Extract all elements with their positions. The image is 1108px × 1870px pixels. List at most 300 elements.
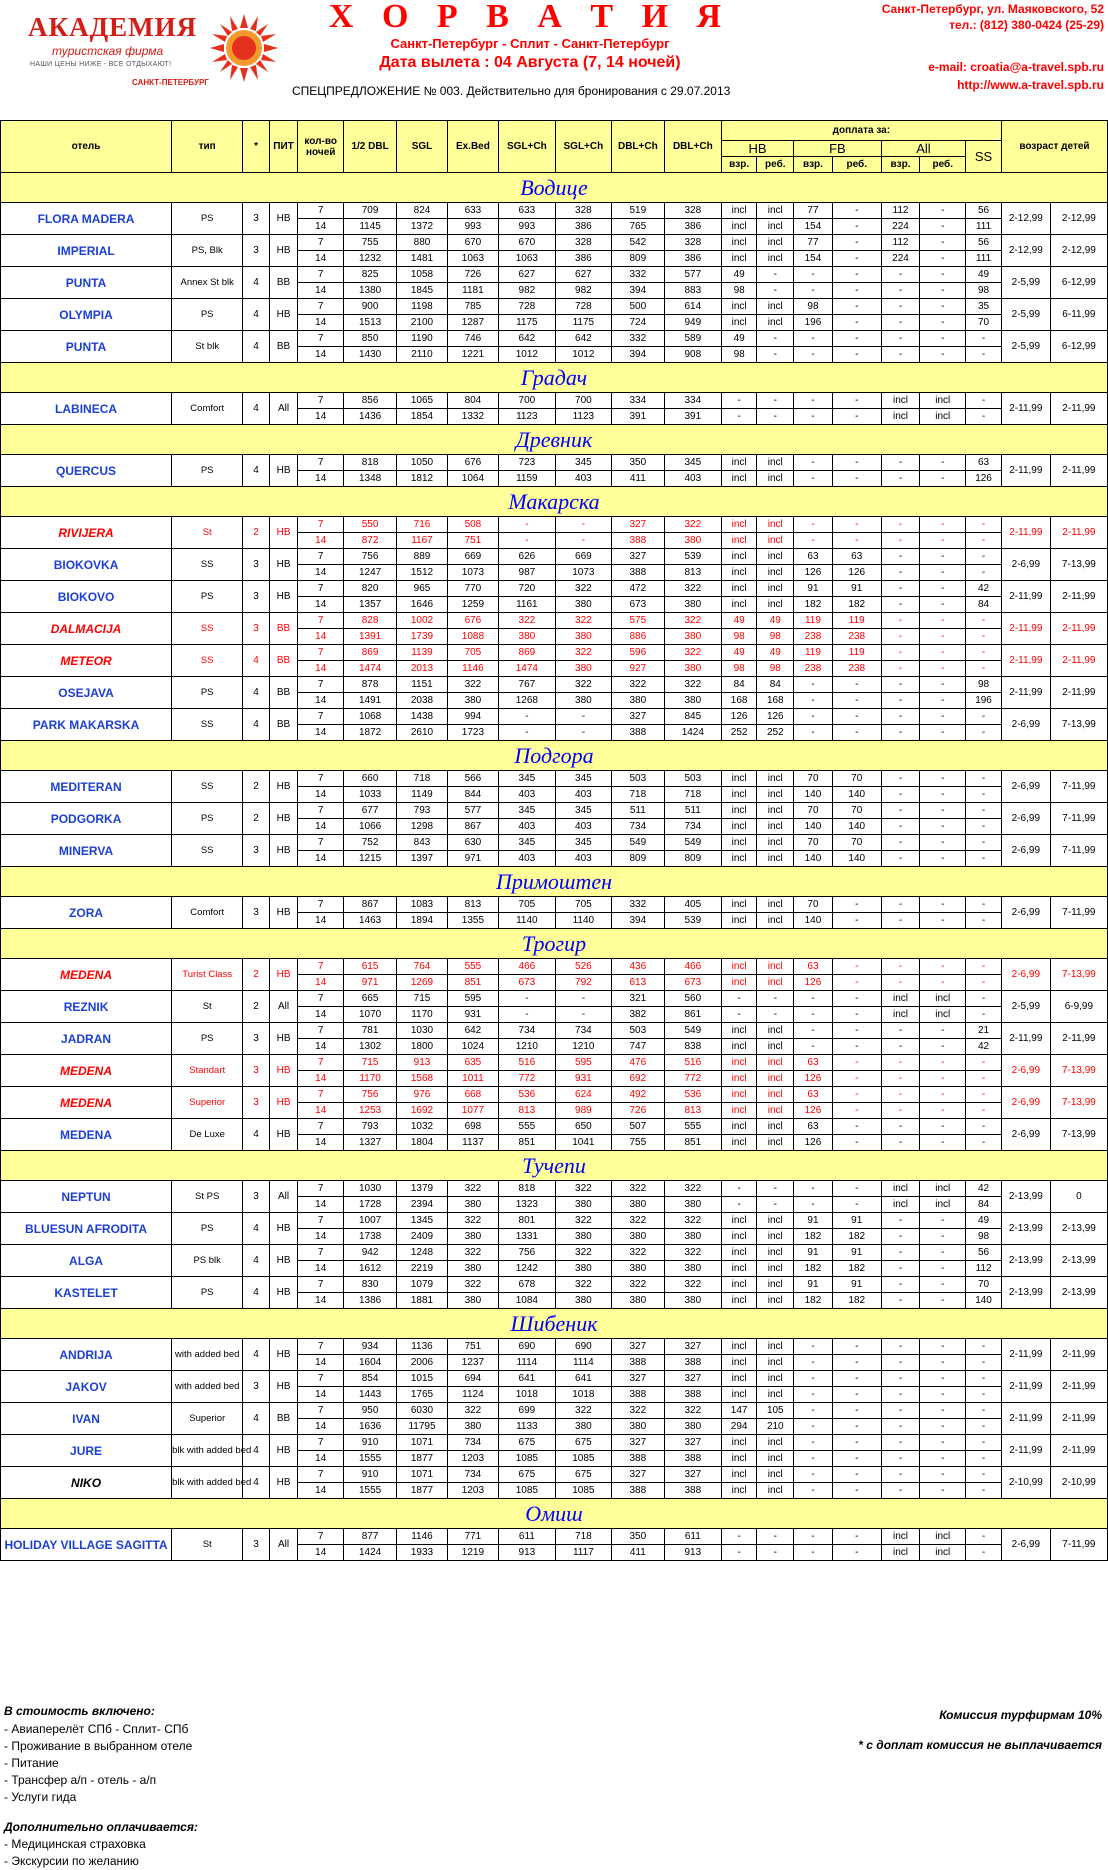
hotel-name[interactable]: PODGORKA [1,803,172,835]
cell-ss: 111 [966,251,1002,267]
hotel-name[interactable]: ANDRIJA [1,1339,172,1371]
hotel-name[interactable]: MEDENA [1,1087,172,1119]
cell-nights: 7 [298,517,344,533]
table-row [1,991,1108,1007]
cell-fb-adult: 70 [794,771,833,787]
cell-sglch-2: 931 [555,1071,611,1087]
included-list [4,1721,192,1806]
stars-cell: 4 [243,677,269,709]
hotel-name[interactable]: BIOKOVO [1,581,172,613]
price-table [0,120,1108,1561]
cell-ss: - [966,1119,1002,1135]
cell-dbl-half: 910 [344,1435,397,1451]
cell-fb-child: - [832,517,881,533]
cell-all-adult: - [881,1119,920,1135]
cell-hb-adult: incl [721,851,757,867]
city-row [1,1151,1108,1181]
cell-fb-child: - [832,1419,881,1435]
meal-cell: BB [269,613,298,645]
cell-hb-adult: incl [721,771,757,787]
table-row [1,645,1108,661]
hotel-name[interactable]: FLORA MADERA [1,203,172,235]
city-row [1,425,1108,455]
child-age-1: 2-6,99 [1001,549,1050,581]
cell-fb-adult: - [794,709,833,725]
cell-sglch-2: 322 [555,581,611,597]
cell-ss: - [966,1529,1002,1545]
cell-ss: - [966,533,1002,549]
cell-ss: - [966,1403,1002,1419]
cell-nights: 7 [298,1023,344,1039]
cell-hb-child: incl [757,1435,794,1451]
cell-dblch-2: 345 [664,455,721,471]
cell-sglch-1: 345 [498,803,555,819]
cell-all-adult: incl [881,1197,920,1213]
cell-all-adult: - [881,471,920,487]
hotel-name[interactable]: KASTELET [1,1277,172,1309]
cell-hb-child: - [757,991,794,1007]
table-row [1,393,1108,409]
cell-fb-child: - [832,251,881,267]
cell-dblch-2: 560 [664,991,721,1007]
cell-dbl-half: 660 [344,771,397,787]
cell-sgl: 2038 [397,693,448,709]
cell-nights: 7 [298,1055,344,1071]
cell-nights: 14 [298,1355,344,1371]
child-age-2: 6-11,99 [1050,299,1107,331]
cell-fb-adult: 182 [794,597,833,613]
child-age-2: 2-11,99 [1050,455,1107,487]
cell-fb-child: - [832,1007,881,1023]
cell-fb-adult: - [794,1387,833,1403]
cell-sglch-1: 734 [498,1023,555,1039]
room-type: PS [172,299,243,331]
hotel-name[interactable]: NIKO [1,1467,172,1499]
city-row [1,363,1108,393]
cell-sglch-1: 536 [498,1087,555,1103]
cell-fb-child: - [832,1387,881,1403]
cell-hb-adult: incl [721,1135,757,1151]
stars-cell: 3 [243,1055,269,1087]
col-extra: доплата за: [721,121,1001,141]
child-age-1: 2-10,99 [1001,1467,1050,1499]
cell-all-child: - [920,549,966,565]
cell-ss: - [966,959,1002,975]
cell-exbed: 851 [447,975,498,991]
hotel-name[interactable]: JURE [1,1435,172,1467]
meal-cell: HB [269,549,298,581]
cell-sglch-2: 650 [555,1119,611,1135]
cell-sglch-1: 993 [498,219,555,235]
cell-all-adult: - [881,1087,920,1103]
cell-sgl: 2013 [397,661,448,677]
table-row [1,835,1108,851]
cell-dblch-2: 386 [664,251,721,267]
cell-hb-child: - [757,267,794,283]
hotel-name[interactable]: MEDENA [1,1119,172,1151]
cell-dblch-2: 772 [664,1071,721,1087]
cell-fb-adult: - [794,471,833,487]
cell-all-adult: - [881,1135,920,1151]
cell-dblch-1: 332 [611,897,664,913]
cell-nights: 14 [298,787,344,803]
cell-sglch-1: 1161 [498,597,555,613]
cell-dbl-half: 756 [344,1087,397,1103]
stars-cell: 2 [243,991,269,1023]
cell-dblch-2: 380 [664,597,721,613]
cell-dbl-half: 1386 [344,1293,397,1309]
page-title: Х О Р В А Т И Я [328,0,732,35]
room-type: PS [172,1213,243,1245]
cell-nights: 14 [298,819,344,835]
cell-sglch-2: 734 [555,1023,611,1039]
col-sglch-2: SGL+Ch [555,121,611,173]
cell-sglch-2: 624 [555,1087,611,1103]
hotel-name[interactable]: PARK MAKARSKA [1,709,172,741]
cell-nights: 7 [298,1467,344,1483]
cell-hb-child: - [757,409,794,425]
cell-sglch-2: 705 [555,897,611,913]
cell-all-adult: 224 [881,219,920,235]
cell-hb-child: - [757,347,794,363]
hotel-name[interactable]: BIOKOVKA [1,549,172,581]
cell-sgl: 2110 [397,347,448,363]
cell-hb-child: 105 [757,1403,794,1419]
cell-ss: 196 [966,693,1002,709]
cell-all-adult: - [881,803,920,819]
cell-sgl: 1139 [397,645,448,661]
cell-fb-adult: - [794,1007,833,1023]
cell-dbl-half: 818 [344,455,397,471]
cell-exbed: 1064 [447,471,498,487]
cell-dblch-1: 596 [611,645,664,661]
cell-all-child: incl [920,1007,966,1023]
city-name: Омиш [1,1499,1108,1529]
cell-dbl-half: 971 [344,975,397,991]
cell-hb-adult: 147 [721,1403,757,1419]
hotel-name[interactable]: PUNTA [1,331,172,363]
cell-exbed: 931 [447,1007,498,1023]
cell-all-child: - [920,1213,966,1229]
cell-dblch-2: 813 [664,1103,721,1119]
cell-all-adult: - [881,1055,920,1071]
cell-sglch-2: 380 [555,1419,611,1435]
room-type: PS [172,677,243,709]
child-age-2: 6-12,99 [1050,331,1107,363]
cell-dblch-1: 613 [611,975,664,991]
cell-dbl-half: 1033 [344,787,397,803]
cell-hb-adult: incl [721,597,757,613]
hotel-name[interactable]: IMPERIAL [1,235,172,267]
cell-dblch-1: 391 [611,409,664,425]
cell-fb-child: 70 [832,803,881,819]
room-type: Turist Class [172,959,243,991]
cell-sglch-1: 466 [498,959,555,975]
hotel-name[interactable]: DALMACIJA [1,613,172,645]
cell-hb-child: 49 [757,613,794,629]
cell-dblch-2: 380 [664,661,721,677]
cell-sglch-2: 322 [555,1403,611,1419]
table-row [1,1277,1108,1293]
cell-all-adult: - [881,1023,920,1039]
cell-dblch-1: 734 [611,819,664,835]
child-age-2: 2-11,99 [1050,581,1107,613]
hotel-name[interactable]: MEDENA [1,959,172,991]
cell-fb-adult: 126 [794,1071,833,1087]
hotel-name[interactable]: IVAN [1,1403,172,1435]
cell-dblch-2: 673 [664,975,721,991]
list-item: - Услуги гида [4,1790,77,1804]
cell-hb-child: incl [757,455,794,471]
cell-exbed: 1011 [447,1071,498,1087]
cell-dblch-2: 539 [664,913,721,929]
cell-all-adult: - [881,1387,920,1403]
cell-sglch-2: 380 [555,1229,611,1245]
cell-sglch-1: - [498,725,555,741]
cell-fb-adult: - [794,517,833,533]
cell-dblch-1: 327 [611,517,664,533]
cell-all-child: - [920,1451,966,1467]
col-exbed: Ex.Bed [447,121,498,173]
cell-ss: 70 [966,1277,1002,1293]
hotel-name[interactable]: MEDENA [1,1055,172,1087]
cell-dbl-half: 900 [344,299,397,315]
cell-ss: - [966,1103,1002,1119]
cell-exbed: 380 [447,1293,498,1309]
city-name: Градач [1,363,1108,393]
cell-sglch-1: 1084 [498,1293,555,1309]
cell-nights: 7 [298,1403,344,1419]
cell-all-adult: - [881,1245,920,1261]
cell-hb-child: incl [757,1277,794,1293]
cell-sglch-1: 1018 [498,1387,555,1403]
table-row [1,549,1108,565]
cell-hb-child: - [757,1529,794,1545]
hotel-name[interactable]: QUERCUS [1,455,172,487]
cell-ss: - [966,975,1002,991]
meal-cell: HB [269,959,298,991]
cell-hb-adult: 49 [721,613,757,629]
child-age-1: 2-11,99 [1001,613,1050,645]
cell-all-adult: - [881,1261,920,1277]
cell-nights: 7 [298,771,344,787]
hotel-name[interactable]: HOLIDAY VILLAGE SAGITTA [1,1529,172,1561]
cell-hb-child: incl [757,975,794,991]
cell-dbl-half: 793 [344,1119,397,1135]
hotel-name[interactable]: NEPTUN [1,1181,172,1213]
room-type: PS, Blk [172,235,243,267]
cell-ss: 56 [966,235,1002,251]
cell-dblch-2: 380 [664,1419,721,1435]
cell-fb-child: - [832,347,881,363]
route: Санкт-Петербург - Сплит - Санкт-Петербург [390,36,670,51]
cell-dbl-half: 1636 [344,1419,397,1435]
cell-sgl: 1379 [397,1181,448,1197]
cell-hb-child: incl [757,581,794,597]
cell-sgl: 1136 [397,1339,448,1355]
cell-all-adult: - [881,1419,920,1435]
cell-fb-adult: - [794,283,833,299]
hotel-name[interactable]: JAKOV [1,1371,172,1403]
cell-exbed: 993 [447,219,498,235]
cell-hb-adult: incl [721,1087,757,1103]
room-type: with added bed [172,1339,243,1371]
cell-fb-adult: 77 [794,203,833,219]
cell-fb-child: 119 [832,613,881,629]
cell-dblch-1: 322 [611,1213,664,1229]
stars-cell: 3 [243,235,269,267]
cell-all-child: - [920,835,966,851]
cell-sglch-2: 1073 [555,565,611,581]
cell-dbl-half: 752 [344,835,397,851]
cell-nights: 14 [298,1419,344,1435]
cell-exbed: 1203 [447,1483,498,1499]
cell-sglch-1: 1331 [498,1229,555,1245]
website-link[interactable]: http://www.a-travel.spb.ru [957,78,1104,92]
hotel-name[interactable]: BLUESUN AFRODITA [1,1213,172,1245]
cell-hb-child: - [757,1197,794,1213]
cell-exbed: 734 [447,1467,498,1483]
cell-sglch-2: 792 [555,975,611,991]
cell-sglch-1: 403 [498,787,555,803]
cell-nights: 7 [298,581,344,597]
cell-all-adult: - [881,1451,920,1467]
cell-nights: 14 [298,1071,344,1087]
cell-all-adult: - [881,517,920,533]
cell-dblch-2: 611 [664,1529,721,1545]
cell-fb-child: - [832,1355,881,1371]
cell-exbed: 322 [447,1403,498,1419]
cell-fb-child: - [832,393,881,409]
cell-hb-adult: incl [721,787,757,803]
cell-fb-child: - [832,1451,881,1467]
cell-all-adult: - [881,283,920,299]
cell-sglch-1: 611 [498,1529,555,1545]
cell-sgl: 1646 [397,597,448,613]
cell-sgl: 793 [397,803,448,819]
cell-nights: 14 [298,661,344,677]
cell-hb-adult: 98 [721,283,757,299]
cell-dbl-half: 850 [344,331,397,347]
cell-hb-adult: incl [721,1293,757,1309]
included-title: В стоимость включено: [4,1704,155,1718]
cell-ss: - [966,517,1002,533]
cell-dbl-half: 1391 [344,629,397,645]
table-row [1,1119,1108,1135]
hotel-name[interactable]: MINERVA [1,835,172,867]
hotel-name[interactable]: MEDITERAN [1,771,172,803]
stars-cell: 2 [243,771,269,803]
cell-dbl-half: 756 [344,549,397,565]
cell-all-child: incl [920,1545,966,1561]
cell-exbed: 380 [447,1261,498,1277]
cell-exbed: 566 [447,771,498,787]
cell-dblch-1: 380 [611,1261,664,1277]
cell-sglch-1: 345 [498,771,555,787]
cell-dblch-1: 382 [611,1007,664,1023]
hotel-name[interactable]: LABINECA [1,393,172,425]
cell-ss: - [966,1071,1002,1087]
cell-sgl: 1002 [397,613,448,629]
child-age-1: 2-11,99 [1001,1371,1050,1403]
cell-dbl-half: 1247 [344,565,397,581]
hotel-name[interactable]: METEOR [1,645,172,677]
cell-hb-child: incl [757,803,794,819]
cell-all-child: - [920,1261,966,1277]
cell-hb-adult: - [721,1545,757,1561]
child-age-2: 2-13,99 [1050,1213,1107,1245]
cell-sglch-1: 699 [498,1403,555,1419]
cell-sgl: 2006 [397,1355,448,1371]
cell-all-adult: - [881,787,920,803]
cell-all-child: incl [920,1181,966,1197]
cell-fb-child: 140 [832,819,881,835]
cell-exbed: 771 [447,1529,498,1545]
cell-ss: - [966,1483,1002,1499]
cell-dblch-1: 332 [611,267,664,283]
cell-dblch-2: 503 [664,771,721,787]
cell-nights: 14 [298,975,344,991]
hotel-name[interactable]: PUNTA [1,267,172,299]
hotel-name[interactable]: OLYMPIA [1,299,172,331]
cell-nights: 7 [298,393,344,409]
cell-hb-child: - [757,283,794,299]
cell-hb-child: incl [757,219,794,235]
cell-dblch-1: 327 [611,549,664,565]
cell-sgl: 1269 [397,975,448,991]
cell-dbl-half: 1436 [344,409,397,425]
cell-dblch-2: 327 [664,1467,721,1483]
cell-sglch-1: 772 [498,1071,555,1087]
hotel-name[interactable]: ALGA [1,1245,172,1277]
cell-sglch-1: 345 [498,835,555,851]
city-name: Трогир [1,929,1108,959]
hotel-name[interactable]: ZORA [1,897,172,929]
list-item: - Экскурсии по желанию [4,1854,139,1868]
email-link[interactable]: e-mail: croatia@a-travel.spb.ru [928,60,1104,74]
cell-all-child: - [920,581,966,597]
hotel-name[interactable]: OSEJAVA [1,677,172,709]
meal-cell: BB [269,1403,298,1435]
cell-fb-child: - [832,1529,881,1545]
cell-fb-adult: 154 [794,219,833,235]
cell-hb-child: incl [757,1293,794,1309]
cell-sgl: 1065 [397,393,448,409]
cell-exbed: 726 [447,267,498,283]
hotel-name[interactable]: JADRAN [1,1023,172,1055]
table-row [1,1467,1108,1483]
cell-sgl: 6030 [397,1403,448,1419]
table-row [1,1529,1108,1545]
meal-cell: HB [269,803,298,835]
cell-fb-adult: - [794,1023,833,1039]
room-type: PS [172,455,243,487]
hotel-name[interactable]: REZNIK [1,991,172,1023]
cell-exbed: 1355 [447,913,498,929]
cell-exbed: 595 [447,991,498,1007]
hotel-name[interactable]: RIVIJERA [1,517,172,549]
cell-ss: - [966,803,1002,819]
cell-dbl-half: 1066 [344,819,397,835]
cell-fb-adult: 63 [794,1055,833,1071]
cell-dbl-half: 1302 [344,1039,397,1055]
cell-hb-adult: - [721,1181,757,1197]
cell-sglch-2: 380 [555,1293,611,1309]
cell-all-adult: - [881,771,920,787]
cell-exbed: 694 [447,1371,498,1387]
cell-hb-adult: 49 [721,645,757,661]
cell-nights: 14 [298,409,344,425]
